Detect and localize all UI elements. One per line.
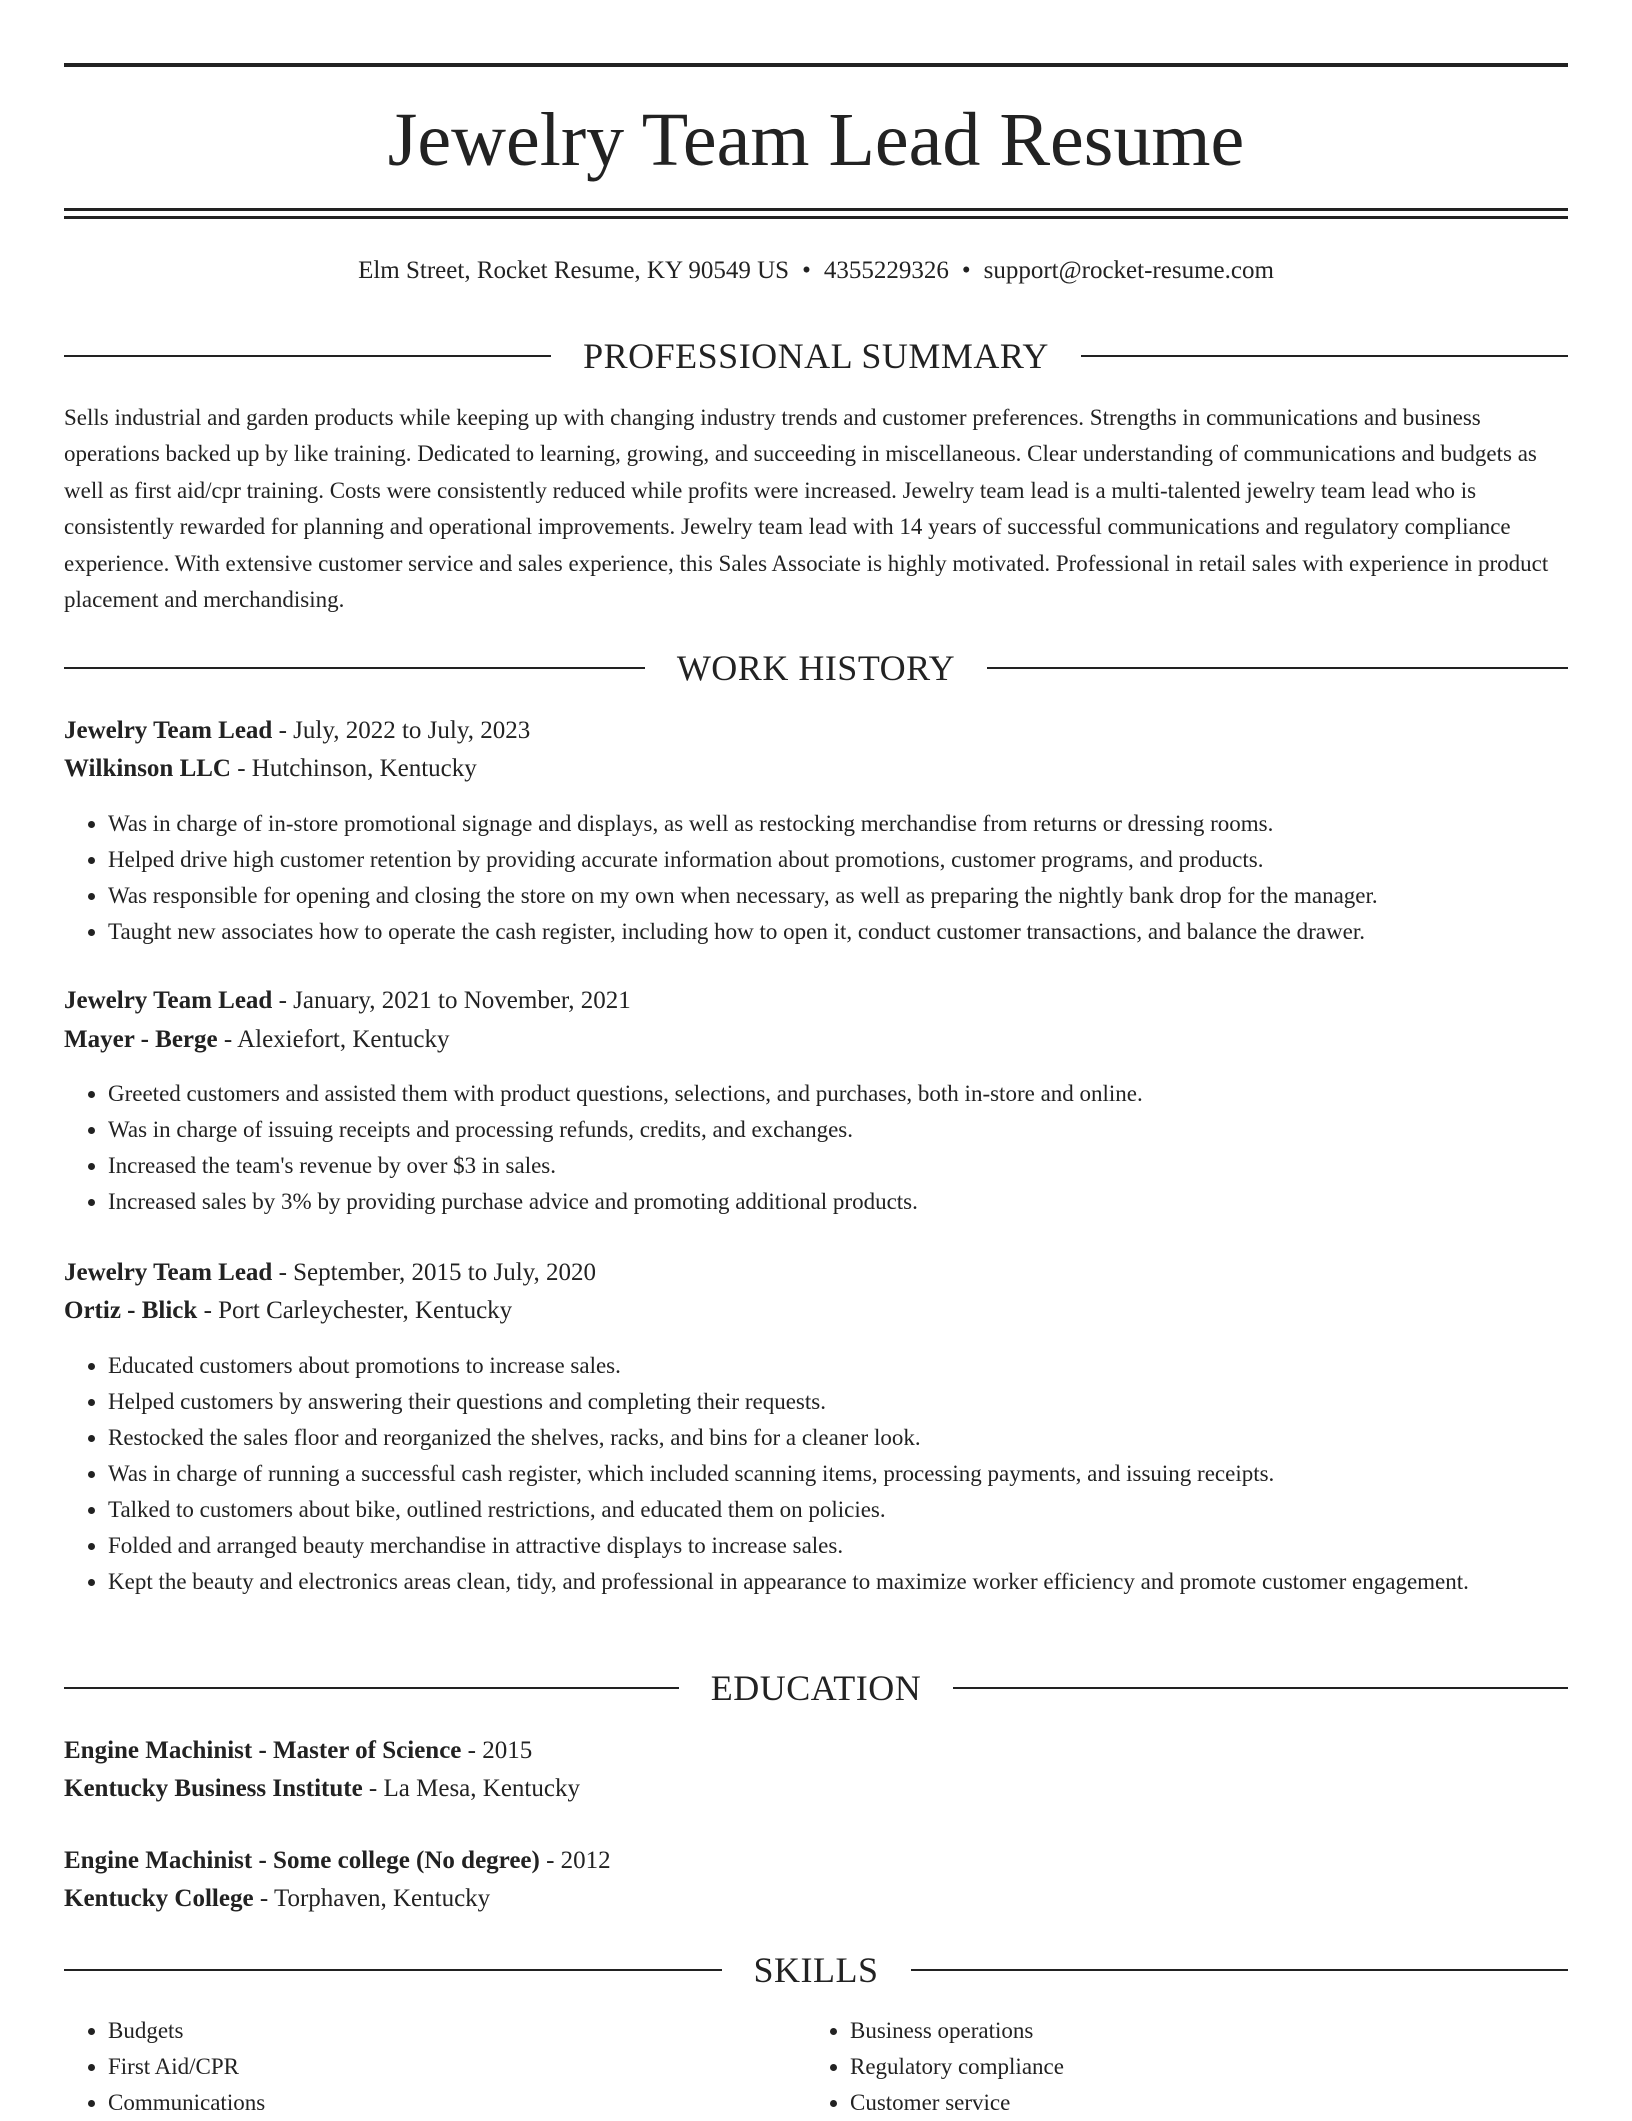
section-title: EDUCATION [710, 1668, 922, 1708]
education-school-line [64, 1771, 1568, 1807]
job-company: Wilkinson LLC [64, 755, 231, 782]
education-degree-line [64, 1733, 1568, 1769]
skill-item: • Communications [108, 2085, 808, 2121]
job-bullet: • Helped drive high customer retention by providing accurate information about promotions, customer programs, and products. [108, 842, 1568, 878]
job-bullet: • Folded and arranged beauty merchandise in attractive displays to increase sales. [108, 1528, 1568, 1564]
education-location: - La Mesa, Kentucky [362, 1775, 580, 1802]
job-bullets [64, 1076, 1568, 1220]
job-bullet: • Greeted customers and assisted them with product questions, selections, and purchases, both in-store and online. [108, 1076, 1568, 1112]
section-title: PROFESSIONAL SUMMARY [583, 336, 1049, 376]
job-bullet: • Was in charge of issuing receipts and processing refunds, credits, and exchanges. [108, 1112, 1568, 1148]
job-location: - Hutchinson, Kentucky [230, 755, 477, 782]
job-bullet: • Increased sales by 3% by providing purchase advice and promoting additional products. [108, 1184, 1568, 1220]
contact-address: Elm Street, Rocket Resume, KY 90549 US [358, 257, 790, 284]
heading-rule [64, 1687, 679, 1689]
job-bullet: • Increased the team's revenue by over $3 in sales. [108, 1148, 1568, 1184]
job-bullet: • Restocked the sales floor and reorganized the shelves, racks, and bins for a cleaner look. [108, 1420, 1568, 1456]
section-heading-skills [64, 1948, 1568, 1992]
heading-rule [987, 667, 1568, 669]
job-dates: - July, 2022 to July, 2023 [272, 717, 531, 744]
contact-separator: • [961, 257, 971, 284]
heading-rule [64, 355, 551, 357]
skills-list-left [64, 2013, 808, 2121]
job-role: Jewelry Team Lead [64, 987, 273, 1014]
heading-rule [64, 667, 645, 669]
heading-rule [911, 1969, 1569, 1971]
job-company-line [64, 1293, 1568, 1329]
contact-email: support@rocket-resume.com [983, 257, 1274, 284]
education-school: Kentucky Business Institute [64, 1775, 363, 1802]
job-bullets [64, 1348, 1568, 1600]
heading-rule [953, 1687, 1568, 1689]
job-bullet: • Educated customers about promotions to increase sales. [108, 1348, 1568, 1384]
skill-item: • First Aid/CPR [108, 2049, 808, 2085]
job-company: Mayer - Berge [64, 1026, 218, 1053]
job-bullet: • Helped customers by answering their questions and completing their requests. [108, 1384, 1568, 1420]
skill-item: • Regulatory compliance [850, 2049, 1550, 2085]
job-dates: - September, 2015 to July, 2020 [272, 1259, 597, 1286]
education-location: - Torphaven, Kentucky [253, 1885, 491, 1912]
skill-item: • Customer service [850, 2085, 1550, 2121]
job-location: - Alexiefort, Kentucky [217, 1026, 450, 1053]
job-company: Ortiz - Blick [64, 1297, 198, 1324]
contact-phone: 4355229326 [823, 257, 949, 284]
resume-title: Jewelry Team Lead Resume [387, 98, 1245, 182]
section-heading-summary [64, 334, 1568, 378]
job-bullets [64, 806, 1568, 950]
contact-line [64, 254, 1568, 288]
job-company-line [64, 1022, 1568, 1058]
education-school-line [64, 1881, 1568, 1917]
job-location: - Port Carleychester, Kentucky [197, 1297, 513, 1324]
job-bullet: • Kept the beauty and electronics areas clean, tidy, and professional in appearance to maximize worker efficiency and promote customer engagement. [108, 1564, 1568, 1600]
section-heading-work [64, 646, 1568, 690]
job-title-line [64, 983, 1568, 1019]
education-year: - 2015 [461, 1737, 533, 1764]
contact-separator: • [802, 257, 811, 284]
heading-rule [64, 1969, 722, 1971]
job-company-line [64, 751, 1568, 787]
summary-text: Sells industrial and garden products while keeping up with changing industry trends and customer preferences. Strengths in communications and business operations backed up by like training. Dedicated to learning, growing, and succeeding in miscellaneous. Clear understanding of communications and budgets as well as first aid/cpr training. Costs were consistently reduced while profits were increased. Jewelry team lead is a multi-talented jewelry team lead who is consistently rewarded for planning and operational improvements. Jewelry team lead with 14 years of successful communications and regulatory compliance experience. With extensive customer service and sales experience, this Sales Associate is highly motivated. Professional in retail sales with experience in product placement and merchandising. [64, 405, 1549, 613]
top-rule [64, 63, 1568, 67]
job-bullet: • Was in charge of running a successful cash register, which included scanning items, processing payments, and issuing receipts. [108, 1456, 1568, 1492]
education-school: Kentucky College [64, 1885, 254, 1912]
skill-item: • Budgets [108, 2013, 808, 2049]
job-bullet: • Was in charge of in-store promotional signage and displays, as well as restocking merchandise from returns or dressing rooms. [108, 806, 1568, 842]
job-bullet: • Talked to customers about bike, outlined restrictions, and educated them on policies. [108, 1492, 1568, 1528]
section-title: SKILLS [753, 1950, 879, 1990]
section-heading-education [64, 1666, 1568, 1710]
education-degree: Engine Machinist - Master of Science [64, 1737, 462, 1764]
job-bullet: • Was responsible for opening and closing the store on my own when necessary, as well as preparing the nightly bank drop for the manager. [108, 878, 1568, 914]
education-year: - 2012 [539, 1847, 611, 1874]
job-bullet: • Taught new associates how to operate the cash register, including how to open it, conduct customer transactions, and balance the drawer. [108, 914, 1568, 950]
job-role: Jewelry Team Lead [64, 717, 273, 744]
title-rule-lower [64, 216, 1568, 219]
education-degree: Engine Machinist - Some college (No degree) [64, 1847, 540, 1874]
section-title: WORK HISTORY [676, 648, 956, 688]
skill-item: • Business operations [850, 2013, 1550, 2049]
job-role: Jewelry Team Lead [64, 1259, 273, 1286]
job-dates: - January, 2021 to November, 2021 [272, 987, 631, 1014]
education-degree-line [64, 1843, 1568, 1879]
heading-rule [1081, 355, 1568, 357]
title-rule-upper [64, 208, 1568, 211]
skills-list-right [806, 2013, 1550, 2121]
job-title-line [64, 713, 1568, 749]
job-title-line [64, 1255, 1568, 1291]
